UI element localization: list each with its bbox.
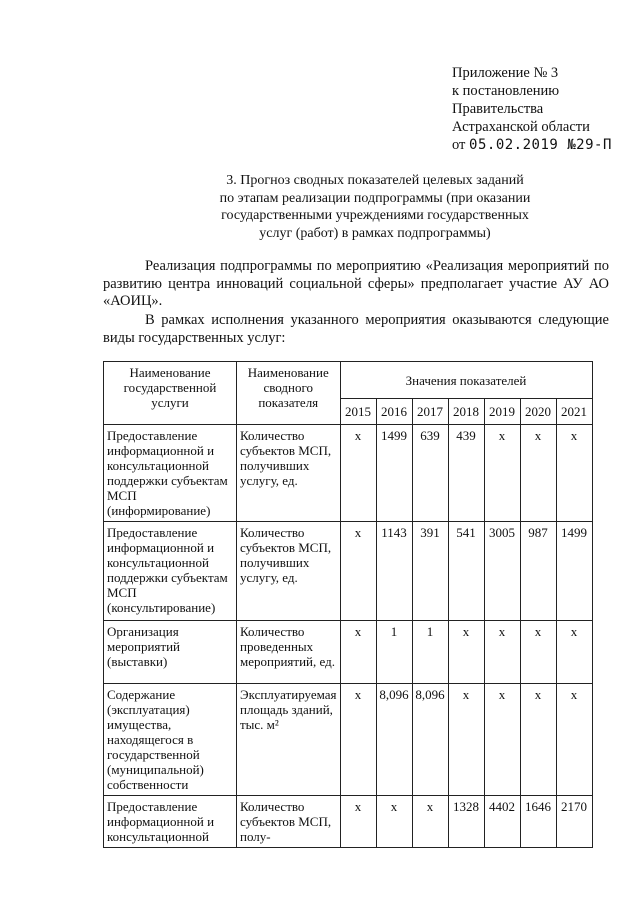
- value-cell: 1143: [376, 522, 412, 621]
- value-cell: х: [484, 621, 520, 684]
- value-cell: 1328: [448, 796, 484, 848]
- paragraph-services: В рамках исполнения указанного мероприятия оказываются следующие виды государственных услуг:: [103, 312, 609, 346]
- value-cell: 391: [412, 522, 448, 621]
- year-header: 2021: [556, 399, 592, 425]
- date-prefix: от: [452, 137, 466, 153]
- value-cell: х: [448, 621, 484, 684]
- indicator-name: Количество субъектов МСП, полу-: [237, 796, 341, 848]
- date-stamp: 05.02.2019 №29-П: [469, 137, 612, 153]
- year-header: 2017: [412, 399, 448, 425]
- indicator-name: Количество субъектов МСП, получивших услугу, ед.: [237, 425, 341, 522]
- table-row: [104, 684, 593, 796]
- value-cell: 3005: [484, 522, 520, 621]
- col-header-service: Наименование государственной услуги: [104, 362, 237, 425]
- value-cell: 1499: [556, 522, 592, 621]
- year-header: 2015: [340, 399, 376, 425]
- appendix-date: [452, 136, 612, 154]
- value-cell: 8,096: [376, 684, 412, 796]
- value-cell: 1: [412, 621, 448, 684]
- value-cell: 2170: [556, 796, 592, 848]
- indicator-name: Эксплуатируемая площадь зданий, тыс. м²: [237, 684, 341, 796]
- table-row: [104, 522, 593, 621]
- value-cell: х: [484, 425, 520, 522]
- table-row: [104, 425, 593, 522]
- value-cell: х: [448, 684, 484, 796]
- value-cell: х: [412, 796, 448, 848]
- service-name: Предоставление информационной и консультационной: [104, 796, 237, 848]
- appendix-block: [452, 64, 612, 154]
- value-cell: х: [520, 684, 556, 796]
- year-header: 2016: [376, 399, 412, 425]
- table-header-row: [104, 362, 593, 399]
- appendix-ref: к постановлению: [452, 83, 560, 99]
- value-cell: 4402: [484, 796, 520, 848]
- year-header: 2020: [520, 399, 556, 425]
- table-row: [104, 796, 593, 848]
- value-cell: 439: [448, 425, 484, 522]
- value-cell: х: [556, 684, 592, 796]
- paragraph-implementation: Реализация подпрограммы по мероприятию «Реализация мероприятий по развитию центра инноваций социальной сферы» предполагает участие АУ АО «АОИЦ».: [103, 258, 609, 309]
- year-header: 2018: [448, 399, 484, 425]
- value-cell: х: [376, 796, 412, 848]
- value-cell: х: [484, 684, 520, 796]
- value-cell: х: [340, 621, 376, 684]
- heading-line: услуг (работ) в рамках подпрограммы): [259, 225, 491, 241]
- value-cell: х: [340, 522, 376, 621]
- heading-line: по этапам реализации подпрограммы (при оказании: [219, 190, 531, 206]
- col-header-values: Значения показателей: [340, 362, 592, 399]
- heading-line: государственными учреждениями государственных: [221, 208, 529, 223]
- indicator-name: Количество проведенных мероприятий, ед.: [237, 621, 341, 684]
- value-cell: х: [340, 684, 376, 796]
- value-cell: 1646: [520, 796, 556, 848]
- value-cell: 1499: [376, 425, 412, 522]
- service-name: Предоставление информационной и консультационной поддержки субъектам МСП (консультирование): [104, 522, 237, 621]
- service-name: Предоставление информационной и консультационной поддержки субъектам МСП (информирование): [104, 425, 237, 522]
- service-name: Организация мероприятий (выставки): [104, 621, 237, 684]
- appendix-region: Астраханской области: [452, 119, 590, 135]
- value-cell: х: [520, 621, 556, 684]
- value-cell: 541: [448, 522, 484, 621]
- section-heading: [190, 172, 560, 242]
- value-cell: 987: [520, 522, 556, 621]
- table-row: [104, 621, 593, 684]
- indicator-name: Количество субъектов МСП, получивших услугу, ед.: [237, 522, 341, 621]
- value-cell: х: [340, 425, 376, 522]
- value-cell: х: [556, 425, 592, 522]
- indicators-table: [103, 361, 593, 848]
- value-cell: 639: [412, 425, 448, 522]
- appendix-number: Приложение № 3: [452, 65, 559, 81]
- value-cell: х: [556, 621, 592, 684]
- value-cell: х: [520, 425, 556, 522]
- appendix-authority: Правительства: [452, 101, 544, 117]
- value-cell: 1: [376, 621, 412, 684]
- heading-line: 3. Прогноз сводных показателей целевых заданий: [226, 173, 524, 188]
- col-header-indicator: Наименование сводного показателя: [237, 362, 341, 425]
- service-name: Содержание (эксплуатация) имущества, находящегося в государственной (муниципальной) собственности: [104, 684, 237, 796]
- year-header: 2019: [484, 399, 520, 425]
- value-cell: х: [340, 796, 376, 848]
- value-cell: 8,096: [412, 684, 448, 796]
